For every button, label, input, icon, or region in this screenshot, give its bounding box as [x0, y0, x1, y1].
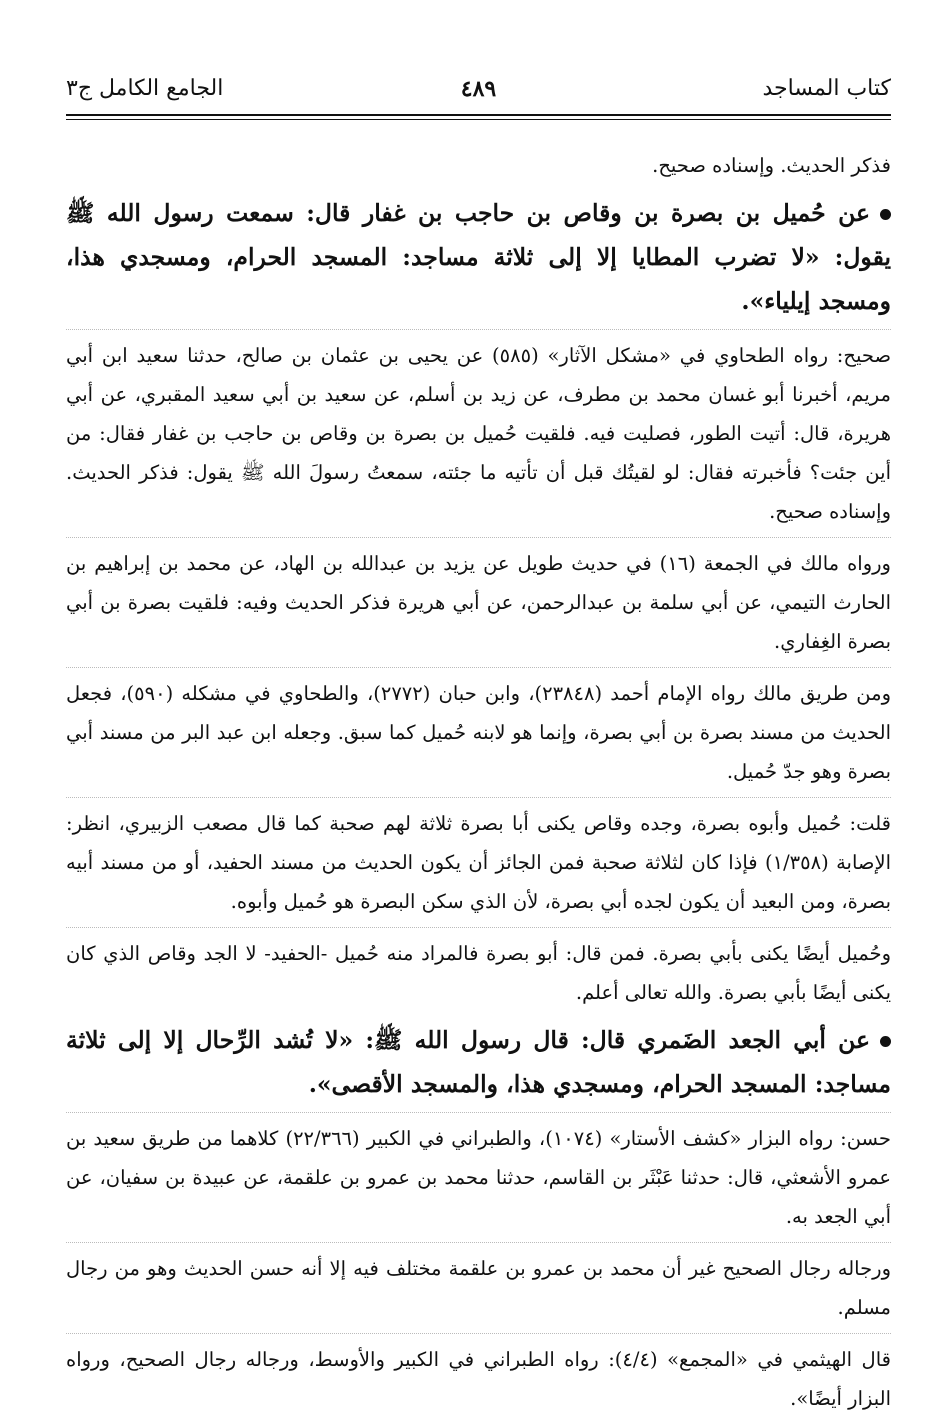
- page-body: [66, 146, 891, 1424]
- page-header: [66, 70, 891, 120]
- paragraph: ورواه مالك في الجمعة (١٦) في حديث طويل عن يزيد بن عبدالله بن الهاد، عن محمد بن إبراهيم بن الحارث التيمي، عن أبي سلمة بن عبدالرحمن، عن أبي هريرة فذكر الحديث وفيه: فلقيت بصرة بن أبي بصرة الغِفاري.: [66, 552, 891, 653]
- hadith-text: [66, 1018, 891, 1106]
- header-rule-thick: [66, 114, 891, 116]
- divider: [66, 537, 891, 538]
- volume-title: الجامع الكامل ج٣: [66, 76, 224, 101]
- hadith-content: عن أبي الجعد الضَمري قال: قال رسول الله ﷺ: «لا تُشد الرِّحال إلا إلى ثلاثة مساجد: المسجد الحرام، ومسجدي هذا، والمسجد الأقصى».: [66, 1026, 891, 1098]
- paragraph: ورجاله رجال الصحيح غير أن محمد بن عمرو بن علقمة مختلف فيه إلا أنه حسن الحديث وهو من رجال مسلم.: [66, 1257, 891, 1319]
- paragraph: صحيح: رواه الطحاوي في «مشكل الآثار» (٥٨٥) عن يحيى بن عثمان بن صالح، حدثنا سعيد ابن أبي مريم، أخبرنا أبو غسان محمد بن مطرف، عن زيد بن أسلم، عن سعيد بن أبي سعيد المقبري، عن أبي هريرة، قال: أتيت الطور، فصليت فيه. فلقيت حُميل بن بصرة بن وقاص بن حاجب بن غفار فقال: من أين جئت؟ فأخبرته فقال: لو لقيتُك قبل أن تأتيه ما جئته، سمعتُ رسولَ الله ﷺ يقول: فذكر الحديث. وإسناده صحيح.: [66, 344, 891, 523]
- paragraph: حسن: رواه البزار «كشف الأستار» (١٠٧٤)، والطبراني في الكبير (٢٢/٣٦٦) كلاهما من طريق سعيد بن عمرو الأشعثي، قال: حدثنا عَبْثَر بن القاسم، حدثنا محمد بن عمرو بن علقمة، عن عبيدة بن سفيان، عن أبي الجعد به.: [66, 1127, 891, 1228]
- divider: [66, 1333, 891, 1334]
- header-rule-thin: [66, 119, 891, 120]
- hadith-content: عن حُميل بن بصرة بن وقاص بن حاجب بن غفار قال: سمعت رسول الله ﷺ يقول: «لا تضرب المطايا إلا إلى ثلاثة مساجد: المسجد الحرام، ومسجدي هذا، ومسجد إيلياء».: [66, 199, 891, 315]
- paragraph: ومن طريق مالك رواه الإمام أحمد (٢٣٨٤٨)، وابن حبان (٢٧٧٢)، والطحاوي في مشكله (٥٩٠)، فجعل الحديث من مسند بصرة بن أبي بصرة، وإنما هو لابنه حُميل كما سبق. وجعله ابن عبد البر من مسند أبي بصرة وهو جدّ حُميل.: [66, 682, 891, 783]
- page-number: ٤٨٩: [460, 76, 497, 102]
- divider: [66, 797, 891, 798]
- divider: [66, 1112, 891, 1113]
- divider: [66, 329, 891, 330]
- divider: [66, 927, 891, 928]
- paragraph: وحُميل أيضًا يكنى بأبي بصرة. فمن قال: أبو بصرة فالمراد منه حُميل -الحفيد- لا الجد وقاص الذي كان يكنى أيضًا بأبي بصرة. والله تعالى أعلم.: [66, 942, 891, 1004]
- paragraph: قلت: حُميل وأبوه بصرة، وجده وقاص يكنى أبا بصرة ثلاثة لهم صحبة كما قال مصعب الزبيري، انظر: الإصابة (١/٣٥٨) فإذا كان لثلاثة صحبة فمن الجائز أن يكون الحديث من مسند الحفيد، أو من مسند أبيه بصرة، ومن البعيد أن يكون لجده أبي بصرة، لأن الذي سكن البصرة هو حُميل وأبوه.: [66, 812, 891, 913]
- book-title: كتاب المساجد: [762, 76, 891, 101]
- bullet-icon: [880, 1036, 891, 1047]
- bullet-icon: [880, 209, 891, 220]
- divider: [66, 1242, 891, 1243]
- divider: [66, 667, 891, 668]
- paragraph: قال الهيثمي في «المجمع» (٤/٤): رواه الطبراني في الكبير والأوسط، ورجاله رجال الصحيح، ورواه البزار أيضًا».: [66, 1348, 891, 1410]
- paragraph: فذكر الحديث. وإسناده صحيح.: [652, 154, 891, 177]
- hadith-text: [66, 191, 891, 323]
